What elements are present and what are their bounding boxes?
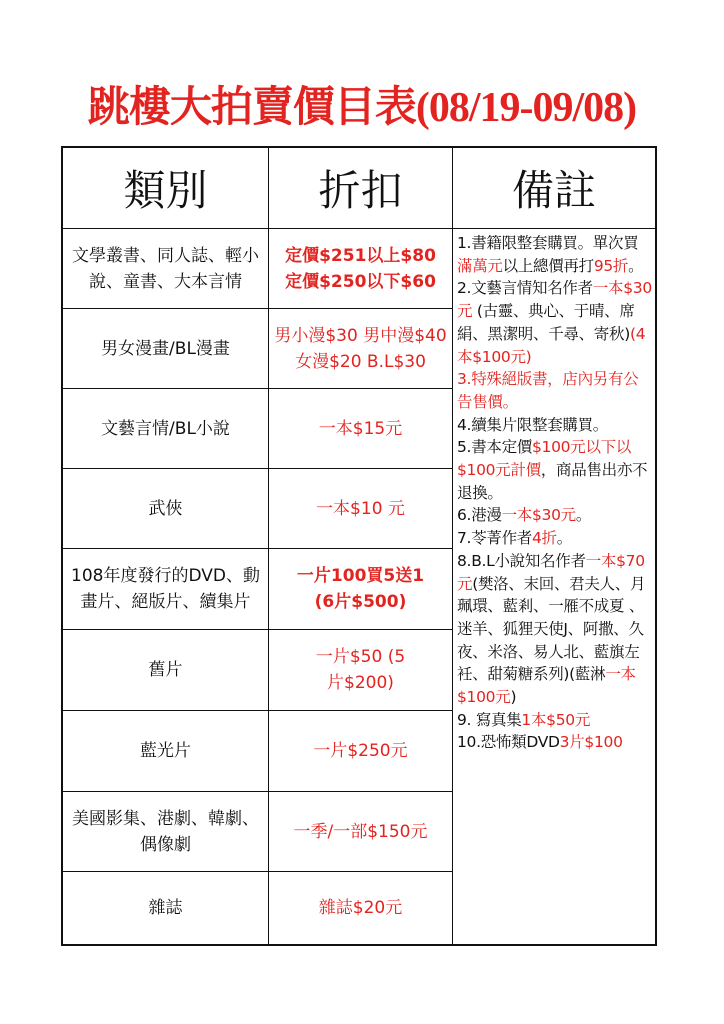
- note-text: 6.港漫: [457, 506, 502, 525]
- note-text: 。: [556, 529, 572, 548]
- note-highlight: 一本$70元: [457, 551, 645, 593]
- note-highlight: 一本$30元: [501, 506, 576, 525]
- note-text: 。: [628, 256, 644, 275]
- discount-cell: 一本$15元: [318, 418, 403, 439]
- note-text: 8.B.L小說知名作者: [457, 551, 586, 570]
- category-cell: 舊片: [148, 660, 183, 680]
- note-5: [457, 436, 653, 504]
- note-highlight: 一本$100元: [457, 665, 636, 707]
- price-table: [61, 146, 657, 946]
- discount-cell: 一片100買5送1 (6片$500): [296, 566, 425, 612]
- note-9: [457, 709, 653, 732]
- category-cell: 藍光片: [140, 741, 191, 761]
- discount-cell: 一季/一部$150元: [293, 821, 428, 842]
- note-text: 。: [575, 506, 592, 525]
- note-text: 以上總價再打: [502, 256, 594, 275]
- note-text: 1.書籍限整套購買。單次買: [457, 234, 639, 252]
- discount-cell: 男小漫$30 男中漫$40 女漫$20 B.L$30: [274, 325, 447, 372]
- category-cell: 108年度發行的DVD、動畫片、絕版片、續集片: [71, 566, 260, 612]
- note-1: [457, 232, 653, 277]
- note-2: [457, 277, 653, 368]
- note-highlight: 滿萬元: [457, 256, 503, 275]
- column-divider: [452, 148, 453, 944]
- note-10: [457, 731, 653, 754]
- category-cell: 美國影集、港劇、韓劇、偶像劇: [72, 808, 259, 855]
- note-text: (樊洛、末回、君夫人、月珮環、藍剎、一雁不成夏 、 迷羊、狐狸天使J、阿撒、久夜、米洛、易人北、藍旗左衽、甜菊糖系列): [457, 574, 646, 684]
- category-cell: 武俠: [148, 498, 183, 519]
- note-highlight: 一本$30元: [457, 279, 652, 321]
- header-category: 類別: [123, 166, 208, 215]
- discount-cell: 一片$50 (5片$200): [315, 647, 406, 693]
- note-8: [457, 550, 653, 709]
- note-text: 7.苓菁作者: [457, 529, 532, 548]
- note-text: ): [510, 688, 517, 707]
- category-cell: 男女漫畫/BL漫畫: [101, 338, 230, 359]
- note-highlight: 4折: [532, 529, 557, 548]
- note-text: 2.文藝言情知名作者: [457, 279, 593, 298]
- category-cell: 雜誌: [148, 898, 183, 918]
- note-highlight: 95折: [593, 256, 629, 275]
- discount-cell: 雜誌$20元: [318, 898, 403, 918]
- note-highlight: (4本$100元): [457, 324, 646, 366]
- note-text: 10.恐怖類DVD: [457, 733, 560, 752]
- note-text: 5.書本定價: [457, 438, 532, 457]
- header-notes: 備註: [511, 166, 596, 215]
- note-4: 4.續集片限整套購買。: [457, 415, 608, 434]
- note-highlight: 3片$100: [559, 733, 623, 752]
- page-title: 跳樓大拍賣價目表(08/19-09/08): [87, 85, 637, 131]
- discount-cell: 定價$251以上$80 定價$250以下$60: [285, 245, 436, 292]
- discount-cell: 一片$250元: [313, 741, 408, 761]
- note-highlight: 1本$50元: [521, 710, 591, 729]
- note-text: (古靈、典心、于晴、席絹、黑潔明、千尋、寄秋): [457, 302, 635, 343]
- category-cell: 文學叢書、同人誌、輕小說、童書、大本言情: [72, 245, 259, 292]
- note-text: ，商品售出亦不退換。: [457, 461, 648, 502]
- header-discount: 折扣: [318, 166, 403, 215]
- note-7: [457, 527, 653, 550]
- note-text: 9. 寫真集: [457, 710, 522, 729]
- note-text: (藍淋: [569, 665, 606, 684]
- note-highlight: $100元以下以$100元計價: [457, 438, 632, 480]
- category-cell: 文藝言情/BL小說: [101, 418, 230, 439]
- note-3: 3.特殊絕版書，店內另有公告售價。: [457, 370, 639, 411]
- discount-cell: 一本$10 元: [316, 498, 405, 519]
- notes-column: [455, 230, 655, 754]
- note-6: [457, 504, 653, 527]
